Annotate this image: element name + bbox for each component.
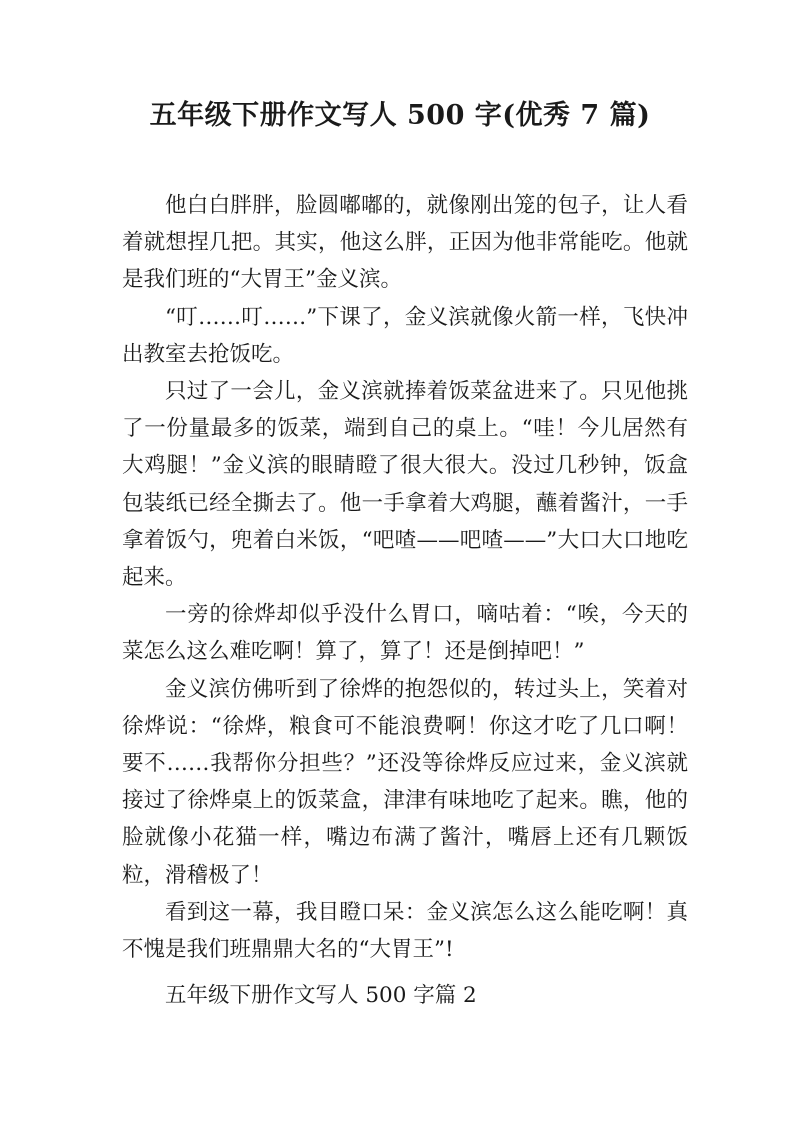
document-body	[122, 187, 688, 1014]
paragraph-1: 他白白胖胖，脸圆嘟嘟的，就像刚出笼的包子，让人看着就想捏几把。其实，他这么胖，正因为他非常能吃。他就是我们班的“大胃王”金义滨。	[122, 193, 688, 293]
paragraph-2: “叮……叮……”下课了，金义滨就像火箭一样，飞快冲出教室去抢饭吃。	[122, 304, 688, 367]
document-title: 五年级下册作文写人 500 字(优秀 7 篇)	[149, 100, 651, 131]
paragraph-4: 一旁的徐烨却似乎没什么胃口，嘀咕着：“唉，今天的菜怎么这么难吃啊！算了，算了！还是倒掉吧！”	[122, 602, 688, 665]
paragraph-6: 看到这一幕，我目瞪口呆：金义滨怎么这么能吃啊！真不愧是我们班鼎鼎大名的“大胃王”!	[122, 899, 688, 963]
paragraph-5: 金义滨仿佛听到了徐烨的抱怨似的，转过头上，笑着对徐烨说：“徐烨，粮食可不能浪费啊！你这才吃了几口啊！要不……我帮你分担些？”还没等徐烨反应过来，金义滨就接过了徐烨桌上的饭菜盒，津津有味地吃了起来。瞧，他的脸就像小花猫一样，嘴边布满了酱汁，嘴唇上还有几颗饭粒，滑稽极了！	[122, 676, 688, 888]
section-heading-2: 五年级下册作文写人 500 字篇 2	[165, 983, 477, 1009]
paragraph-3: 只过了一会儿，金义滨就捧着饭菜盆进来了。只见他挑了一份量最多的饭菜，端到自己的桌上。“哇！今儿居然有大鸡腿！”金义滨的眼睛瞪了很大很大。没过几秒钟，饭盒包装纸已经全撕去了。他一手拿着大鸡腿，蘸着酱汁，一手拿着饭勺，兜着白米饭，“吧喳——吧喳——”大口大口地吃起来。	[122, 379, 688, 591]
